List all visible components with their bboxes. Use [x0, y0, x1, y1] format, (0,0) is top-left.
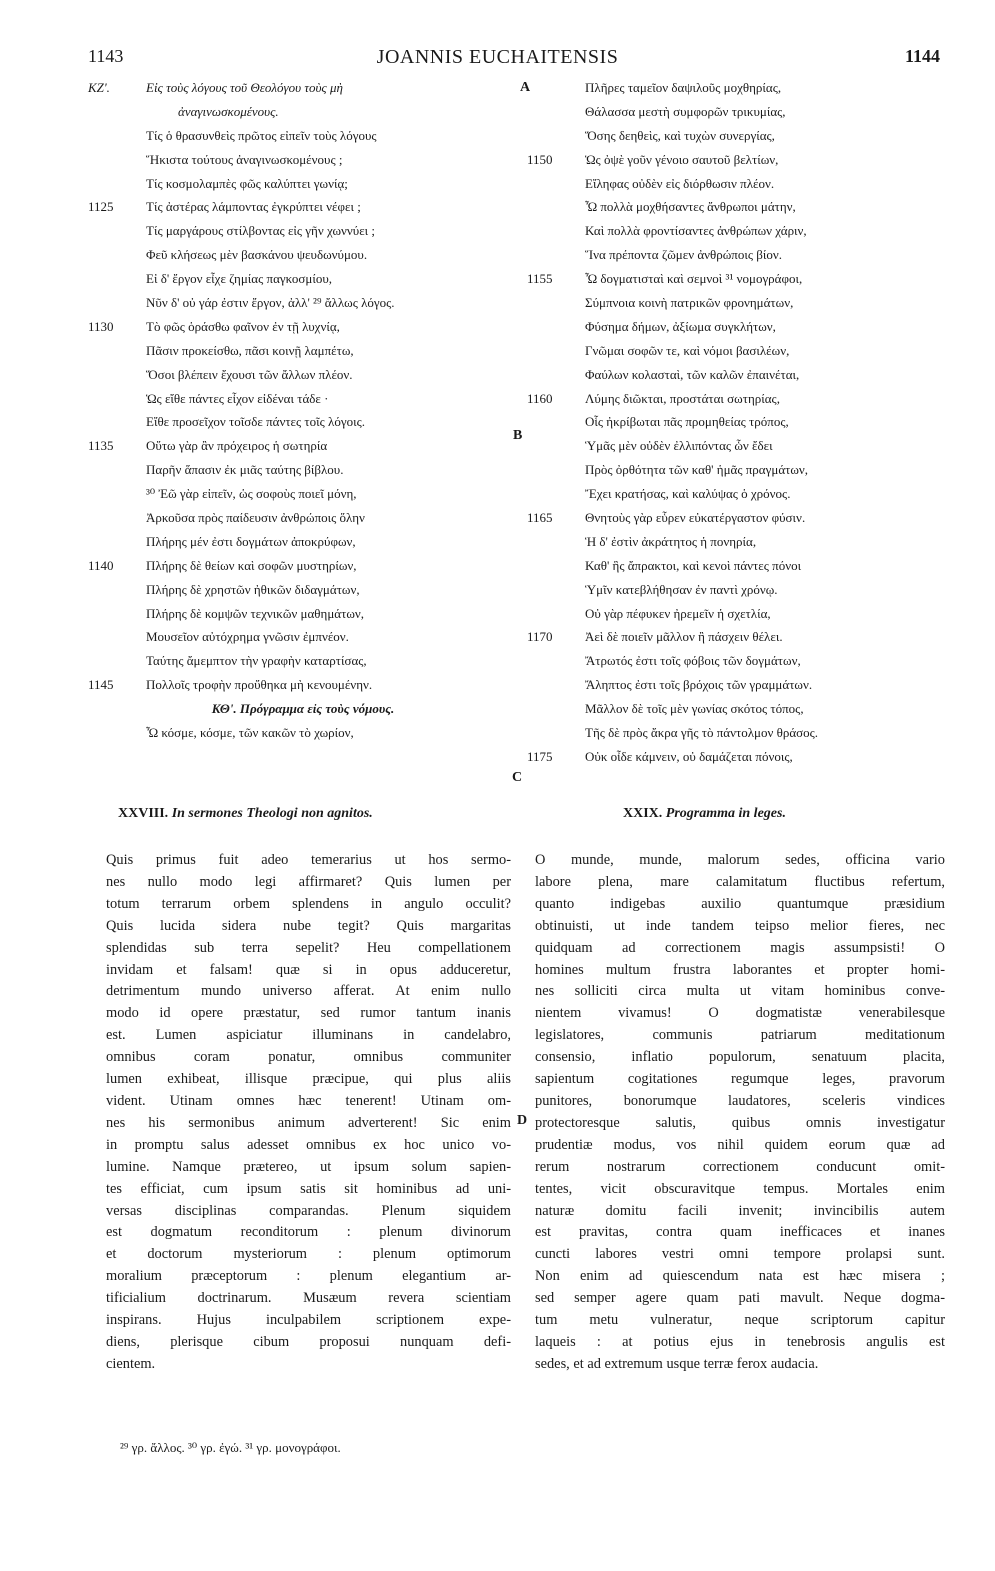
verse-line [527, 267, 927, 291]
verse-line [88, 697, 518, 721]
verse-line [527, 745, 927, 769]
verse-line [88, 506, 518, 530]
verse-text: Σύμπνοια κοινὴ πατρικῶν φρονημάτων, [585, 295, 794, 311]
prose-line: invidam et falsam! quæ si in opus adduceretur, [106, 961, 511, 978]
prose-line: moralium præceptorum : plenum elegantium ar- [106, 1268, 511, 1285]
verse-line [527, 721, 927, 745]
verse-line [527, 673, 927, 697]
verse-line [88, 363, 518, 387]
line-number: 1175 [527, 748, 553, 764]
latin-translation-right [535, 850, 945, 1376]
verse-text: Παρῆν ἅπασιν ἐκ μιᾶς ταύτης βίβλου. [146, 462, 344, 478]
verse-text: Τίς μαργάρους στίλβοντας εἰς γῆν χωννύει ; [146, 223, 376, 239]
verse-text: Πλήρης δὲ κομψῶν τεχνικῶν μαθημάτων, [146, 605, 365, 621]
prose-line: tum metu vulneratur, neque scriptorum capitur [535, 1312, 945, 1329]
line-number: 1125 [88, 199, 114, 215]
prose-line: O munde, munde, malorum sedes, officina vario [535, 852, 945, 868]
verse-line [527, 195, 927, 219]
verse-line [527, 339, 927, 363]
verse-text: Ἔχει κρατήσας, καὶ καλύψας ὁ χρόνος. [585, 486, 791, 502]
prose-line: cientem. [106, 1355, 156, 1372]
verse-line [527, 148, 927, 172]
line-number: 1140 [88, 557, 114, 573]
prose-line: quidquam ad correctionem magis assumpsisti! O [535, 939, 945, 956]
verse-line [527, 482, 927, 506]
verse-text: Φύσημα δήμων, ἀξίωμα συγκλήτων, [585, 318, 776, 334]
prose-line: nes his sermonibus animum adverterent! Sic enim [106, 1114, 511, 1131]
line-number: KZ'. [88, 80, 110, 95]
verse-text: Θνητοὺς γὰρ εὗρεν εὐκατέργαστον φύσιν. [585, 510, 806, 526]
prose-line: cuncti labores vestri omni tempore prolapsi sunt. [535, 1246, 945, 1263]
verse-text: Πλήρης δὲ θείων καὶ σοφῶν μυστηρίων, [146, 557, 357, 573]
verse-line [88, 649, 518, 673]
verse-text: Μᾶλλον δὲ τοῖς μὲν γωνίας σκότος τόπος, [585, 701, 804, 717]
line-number: 1135 [88, 438, 114, 454]
verse-line [527, 625, 927, 649]
verse-text: Πλήρης δὲ χρηστῶν ἠθικῶν διδαγμάτων, [146, 581, 360, 597]
verse-line [527, 649, 927, 673]
prose-line: est. Lumen aspiciatur illuminans in candelabro, [106, 1027, 511, 1044]
section-title: Programma in leges. [665, 806, 786, 821]
prose-line: omnibus coram ponatur, omnibus communiter [106, 1049, 511, 1066]
verse-line [527, 124, 927, 148]
verse-text: Τίς κοσμολαμπὲς φῶς καλύπτει γωνίᾳ; [146, 175, 348, 191]
verse-line [88, 554, 518, 578]
margin-marker-d: D [517, 1113, 528, 1128]
verse-line [527, 172, 927, 196]
verse-text: Ὅσοι βλέπειν ἔχουσι τῶν ἄλλων πλέον. [146, 366, 353, 382]
verse-line [88, 434, 518, 458]
prose-line: naturæ domitu facili invenit; invincibilis autem [535, 1202, 945, 1219]
verse-line [527, 506, 927, 530]
prose-line: nes nullo modo legi affirmaret? Quis lumen per [106, 873, 511, 890]
prose-line: obtinuisti, ut inde tandem teipso melior fieres, nec [535, 917, 945, 934]
verse-text: Πλῆρες ταμεῖον δαψιλοῦς μοχθηρίας, [585, 80, 782, 95]
verse-text: Ταύτης ἄμεμπτον τὴν γραφὴν καταρτίσας, [146, 653, 367, 669]
prose-line: sed semper agere quam pati mavult. Neque dogma- [535, 1290, 945, 1307]
verse-line [527, 76, 927, 100]
prose-line: consensio, inflatio populorum, senatuum placita, [535, 1049, 945, 1066]
prose-line: splendidas sub terra sepelit? Heu compellationem [106, 939, 511, 956]
verse-text: Θάλασσα μεστὴ συμφορῶν τρικυμίας, [585, 103, 786, 119]
prose-line: legislatores, communis patriarum meditationum [535, 1027, 945, 1044]
verse-text: Πολλοῖς τροφὴν προὔθηκα μὴ κενουμένην. [146, 677, 373, 693]
right-page-number: 1144 [904, 46, 940, 66]
verse-text: ΚΘ'. Πρόγραμμα εἰς τοὺς νόμους. [211, 701, 395, 717]
verse-line [527, 315, 927, 339]
prose-line: totum terrarum orbem splendens in angulo occulit? [106, 895, 511, 912]
verse-text: Ἄτρωτός ἐστι τοῖς φόβοις τῶν δογμάτων, [585, 653, 801, 669]
verse-line [88, 291, 518, 315]
verse-line [527, 554, 927, 578]
verse-line [527, 410, 927, 434]
prose-line: diens, plerisque cibum proposui nunquam defi- [106, 1333, 511, 1350]
verse-text: Τὸ φῶς ὁράσθω φαῖνον ἐν τῇ λυχνίᾳ, [146, 318, 340, 334]
greek-verse-column-left [88, 76, 518, 745]
verse-line [527, 387, 927, 411]
verse-line [527, 291, 927, 315]
verse-text: Μουσεῖον αὐτόχρημα γνῶσιν ἐμπνέον. [146, 629, 349, 645]
prose-line: prudentiæ modus, vos nihil quidem eorum quæ ad [535, 1136, 945, 1153]
verse-line [527, 363, 927, 387]
margin-marker-b: B [513, 428, 523, 443]
prose-line: modo id opere præstatur, sed rumor tantum inanis [106, 1005, 511, 1022]
verse-text: Ἵνα πρέποντα ζῶμεν ἀνθρώποις βίον. [585, 247, 782, 263]
verse-line [88, 387, 518, 411]
verse-text: Οἷς ἠκρίβωται πᾶς προμηθείας τρόπος, [585, 414, 789, 430]
prose-line: Non enim ad quiescendum nata est hæc misera ; [535, 1268, 945, 1285]
verse-line [88, 148, 518, 172]
running-title: JOANNIS EUCHAITENSIS [376, 46, 619, 68]
verse-line [88, 458, 518, 482]
verse-text: Φεῦ κλήσεως μὲν βασκάνου ψευδωνύμου. [146, 247, 368, 263]
verse-text: Νῦν δ' οὐ γάρ ἐστιν ἔργον, ἀλλ' ²⁹ ἄλλως λόγος. [146, 295, 395, 311]
latin-title-xxix [623, 806, 786, 822]
footnotes: ²⁹ γρ. ἄλλος. ³⁰ γρ. ἐγώ. ³¹ γρ. μονογράφοι. [120, 1440, 341, 1455]
verse-text: Τίς ἀστέρας λάμποντας ἐγκρύπτει νέφει ; [146, 199, 361, 215]
verse-text: Λύμης διῶκται, προστάται σωτηρίας, [585, 390, 780, 406]
prose-line: protectoresque salutis, quibus omnis investigatur [535, 1114, 945, 1131]
verse-text: Γνῶμαι σοφῶν τε, καὶ νόμοι βασιλέων, [585, 342, 790, 358]
verse-line [88, 673, 518, 697]
verse-text: Εἴληφας οὐδὲν εἰς διόρθωσιν πλέον. [585, 175, 775, 191]
verse-text: ³⁰ Ἐῶ γὰρ εἰπεῖν, ὡς σοφοὺς ποιεῖ μόνη, [146, 486, 357, 502]
prose-line: nientem vivamus! O dogmatistæ venerabilesque [535, 1005, 945, 1022]
prose-line: est dogmatum reconditorum : plenum divinorum [106, 1224, 511, 1241]
line-number: 1165 [527, 510, 553, 526]
verse-line [527, 578, 927, 602]
prose-line: rerum nostrarum correctionem conducunt omit- [535, 1158, 945, 1175]
verse-line [527, 219, 927, 243]
verse-text: Ἀρκοῦσα πρὸς παίδευσιν ἀνθρώποις ὅλην [146, 510, 365, 526]
left-page-number: 1143 [88, 46, 124, 66]
verse-text: Εἰ δ' ἔργον εἶχε ζημίας παγκοσμίου, [146, 271, 333, 287]
verse-text: Ὑμῖν κατεβλήθησαν ἐν παντὶ χρόνῳ. [585, 581, 778, 597]
greek-verse-column-right [527, 76, 927, 769]
prose-line: Quis lucida sidera nube tegit? Quis margaritas [106, 917, 511, 934]
verse-text: Οὐκ οἶδε κάμνειν, οὐ δαμάζεται πόνοις, [585, 748, 793, 764]
verse-line [88, 243, 518, 267]
verse-line [88, 195, 518, 219]
verse-line [88, 219, 518, 243]
verse-line [88, 625, 518, 649]
verse-line [88, 339, 518, 363]
latin-translation-left [106, 850, 511, 1376]
prose-line: sedes, et ad extremum usque terræ ferox audacia. [535, 1355, 819, 1372]
verse-line [88, 602, 518, 626]
verse-text: Ἥκιστα τούτους ἀναγινωσκομένους ; [146, 151, 343, 167]
prose-line: laqueis : at potius ejus in tenebrosis angulis est [535, 1333, 945, 1350]
prose-line: quanto indigebas auxilio quantumque præsidium [535, 895, 945, 912]
section-title: In sermones Theologi non agnitos. [171, 806, 373, 821]
verse-text: Ὦ κόσμε, κόσμε, τῶν κακῶν τὸ χωρίον, [146, 725, 354, 741]
verse-text: Φαύλων κολασταὶ, τῶν καλῶν ἐπαινέται, [585, 366, 800, 382]
line-number: 1130 [88, 318, 114, 334]
verse-line [88, 530, 518, 554]
verse-text: Τίς ὁ θρασυνθεὶς πρῶτος εἰπεῖν τοὺς λόγους [146, 127, 377, 143]
prose-line: sapientum cogitationes regumque leges, pravorum [535, 1071, 945, 1088]
verse-line [88, 410, 518, 434]
verse-text: Πλήρης μέν ἐστι δογμάτων ἀποκρύφων, [146, 533, 356, 549]
verse-text: Ὅσης δεηθεὶς, καὶ τυχὼν συνεργίας, [585, 127, 775, 143]
line-number: 1150 [527, 151, 553, 167]
verse-text: Ὦ δογματισταὶ καὶ σεμνοὶ ³¹ νομογράφοι, [585, 271, 803, 287]
line-number: 1155 [527, 271, 553, 287]
verse-line [88, 172, 518, 196]
section-numeral: XXIX. [623, 806, 663, 821]
verse-text: Ἄληπτος ἐστι τοῖς βρόχοις τῶν γραμμάτων. [585, 677, 813, 693]
verse-text: Εἰς τοὺς λόγους τοῦ Θεολόγου τοὺς μὴ [146, 80, 343, 95]
prose-line: vident. Utinam omnes hæc tenerent! Utinam om- [106, 1092, 511, 1109]
verse-text: Εἴθε προσεῖχον τοῖσδε πάντες τοῖς λόγοις. [146, 414, 365, 430]
verse-text: Οὕτω γὰρ ἂν πρόχειρος ἡ σωτηρία [146, 438, 328, 454]
verse-line [527, 243, 927, 267]
margin-marker-c: C [512, 770, 523, 785]
prose-line: in promptu salus adesset omnibus ex hoc unico vo- [106, 1136, 511, 1153]
verse-line [527, 458, 927, 482]
margin-marker-a: A [520, 80, 531, 95]
prose-line: labore plena, mare calamitatum fluctibus refertum, [535, 873, 945, 890]
verse-line [88, 482, 518, 506]
verse-line [88, 315, 518, 339]
prose-line: nes solliciti circa multa ut vitam hominibus conve- [535, 983, 945, 1000]
verse-line [88, 267, 518, 291]
verse-line [88, 578, 518, 602]
verse-text: Τῆς δὲ πρὸς ἄκρα γῆς τὸ πάντολμον θράσος. [585, 725, 819, 741]
line-number: 1170 [527, 629, 553, 645]
verse-line [527, 697, 927, 721]
verse-text: Ὑμᾶς μὲν οὐδὲν ἐλλιπόντας ὧν ἔδει [585, 438, 773, 454]
prose-line: lumen exhibeat, illisque præcipue, qui plus aliis [106, 1071, 511, 1088]
line-number: 1145 [88, 677, 114, 693]
verse-line [88, 124, 518, 148]
line-number: 1160 [527, 390, 553, 406]
verse-text: Πρὸς ὀρθότητα τῶν καθ' ἡμᾶς πραγμάτων, [585, 462, 809, 478]
prose-line: punitores, bonorumque laudatores, sceleris vindices [535, 1092, 945, 1109]
prose-line: inspirans. Hujus inculpabilem scriptionem expe- [106, 1312, 511, 1329]
verse-text: Καὶ πολλὰ φροντίσαντες ἀνθρώπων χάριν, [585, 223, 807, 239]
prose-line: tentes, vicit obscuravitque tempus. Mortales enim [535, 1180, 945, 1197]
verse-line [527, 530, 927, 554]
verse-line [88, 721, 518, 745]
verse-line [527, 100, 927, 124]
verse-text: Πᾶσιν προκείσθω, πᾶσι κοινῇ λαμπέτω, [146, 342, 354, 358]
verse-line [527, 434, 927, 458]
verse-text: Ἀεὶ δὲ ποιεῖν μᾶλλον ἢ πάσχειν θέλει. [585, 629, 783, 645]
prose-line: Quis primus fuit adeo temerarius ut hos sermo- [106, 852, 511, 868]
prose-line: et doctorum mysteriorum : plenum optimorum [106, 1246, 511, 1263]
verse-line [88, 100, 518, 124]
prose-line: homines multum frustra laborantes et propter homi- [535, 961, 945, 978]
verse-text: Ὦ πολλὰ μοχθήσαντες ἄνθρωποι μάτην, [585, 199, 796, 215]
prose-line: versas disciplinas comparandas. Plenum siquidem [106, 1202, 511, 1219]
prose-line: est pravitas, contra quam inefficaces et inanes [535, 1224, 945, 1241]
prose-line: tificialium doctrinarum. Musæum revera scientiam [106, 1290, 511, 1307]
prose-line: lumine. Namque prætereo, ut ipsum solum sapien- [106, 1158, 511, 1175]
verse-text: Ὡς εἴθε πάντες εἶχον εἰδέναι τάδε · [146, 390, 329, 406]
section-numeral: XXVIII. [118, 806, 169, 821]
verse-text: ἀναγινωσκομένους. [178, 103, 279, 119]
prose-line: tes efficiat, cum ipsum satis sit hominibus ad uni- [106, 1180, 511, 1197]
prose-line: detrimentum mundo universo afferat. At enim nullo [106, 983, 511, 1000]
verse-text: Ὡς ὀψὲ γοῦν γένοιο σαυτοῦ βελτίων, [585, 151, 779, 167]
verse-text: Καθ' ἣς ἄπρακτοι, καὶ κενοὶ πάντες πόνοι [585, 557, 802, 573]
verse-line [88, 76, 518, 100]
latin-title-xxviii [118, 806, 373, 822]
verse-line [527, 602, 927, 626]
verse-text: Οὐ γὰρ πέφυκεν ἠρεμεῖν ἡ σχετλία, [585, 605, 771, 621]
verse-text: Ἡ δ' ἐστὶν ἀκράτητος ἡ πονηρία, [585, 533, 757, 549]
